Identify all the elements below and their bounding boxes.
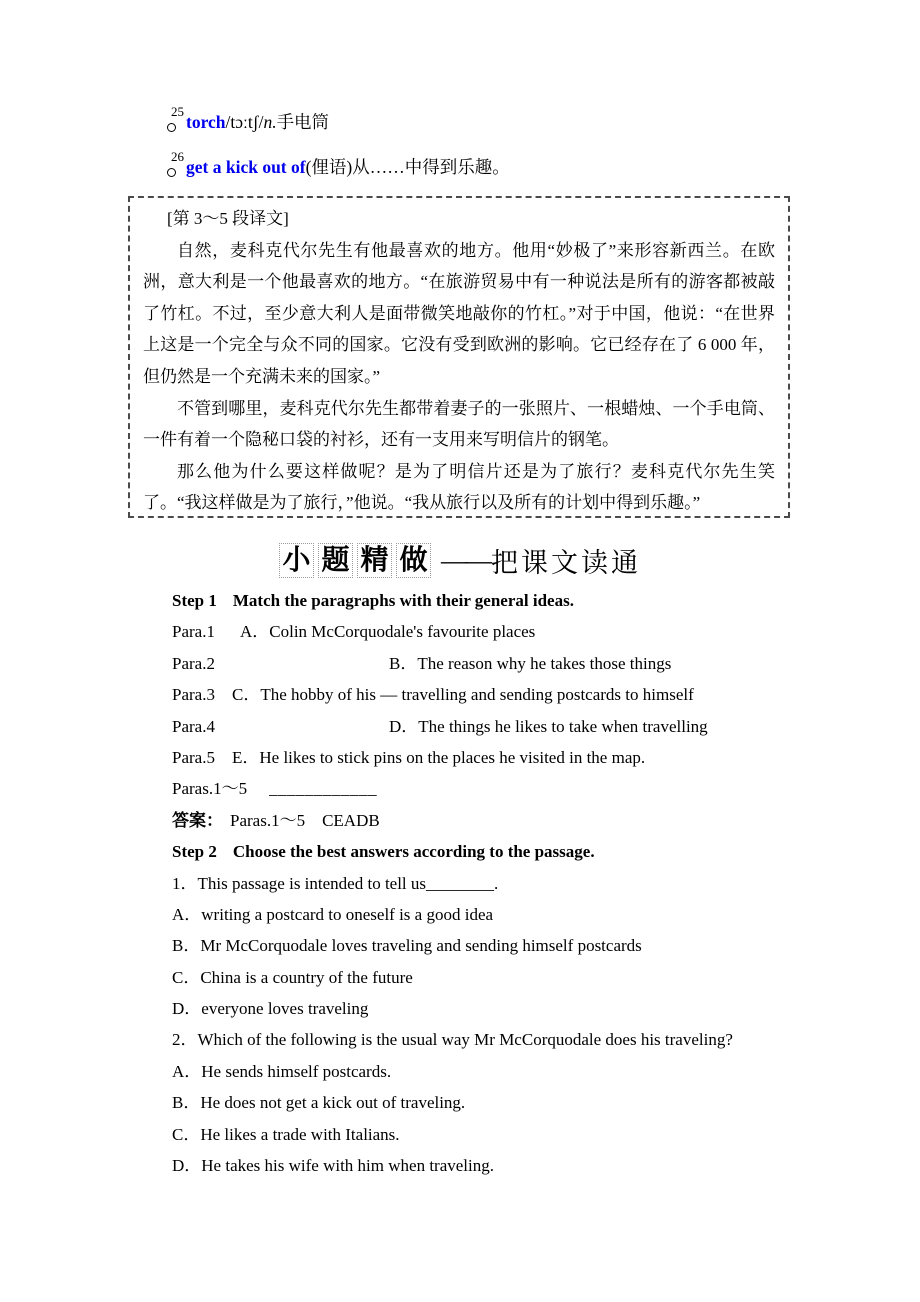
match-option: C．The hobby of his — travelling and sending postcards to himself: [232, 685, 694, 705]
para-label: Para.2: [172, 653, 215, 673]
vocab-text: [186, 154, 510, 179]
question-stem: 2．Which of the following is the usual way Mr McCorquodale does his traveling?: [172, 1030, 733, 1050]
step2-title: Choose the best answers according to the passage.: [232, 842, 595, 862]
fill-label: Paras.1～5: [172, 779, 248, 799]
boxed-char: 做: [396, 543, 431, 578]
para-label: Para.1: [172, 622, 215, 642]
fill-in-row: [172, 773, 800, 804]
vocab-meaning: 手电筒: [276, 112, 330, 132]
question-option: D．He takes his wife with him when traveling.: [172, 1156, 494, 1176]
step1-title: Match the paragraphs with their general ideas.: [232, 591, 574, 610]
exercise-section: [172, 585, 800, 1181]
step2-heading: [172, 836, 800, 867]
para-label: Para.4: [172, 716, 215, 736]
step1-heading: [172, 585, 800, 616]
vocab-number: 25: [171, 104, 184, 119]
match-option: D．The things he likes to take when travelling: [389, 716, 708, 736]
para-label: Para.3: [172, 685, 215, 705]
step2-label: Step 2: [172, 842, 217, 862]
question-option: A．He sends himself postcards.: [172, 1061, 392, 1081]
question-option: B．Mr McCorquodale loves traveling and sending himself postcards: [172, 936, 642, 956]
question-option: C．China is a country of the future: [172, 967, 413, 987]
boxed-char: 小: [279, 543, 314, 578]
vocab-meaning: (俚语)从……中得到乐趣。: [305, 157, 510, 177]
vocab-item-get-a-kick-out-of: [167, 149, 510, 179]
section-subtitle: 把课文读通: [491, 548, 641, 578]
translation-paragraph: 那么他为什么要这样做呢？是为了明信片还是为了旅行？麦科克代尔先生笑了。“我这样做是为了旅行，”他说。“我从旅行以及所有的计划中得到乐趣。”: [143, 461, 775, 513]
answer-blank: ____________: [269, 779, 378, 799]
match-option: B．The reason why he takes those things: [389, 653, 672, 673]
vocab-text: [186, 109, 329, 134]
match-row: [172, 711, 800, 742]
boxed-char: 题: [318, 543, 353, 578]
vocab-list: [167, 104, 510, 194]
boxed-char: 精: [357, 543, 392, 578]
step1-label: Step 1: [172, 591, 217, 610]
question-stem: 1．This passage is intended to tell us________.: [172, 873, 499, 893]
vocab-pos: n.: [263, 112, 277, 132]
answer-label: 答案：: [172, 810, 223, 830]
vocab-term: torch: [186, 112, 226, 132]
translation-box: [128, 196, 790, 518]
match-row: [172, 648, 800, 679]
para-label: Para.5: [172, 747, 215, 767]
match-option: E．He likes to stick pins on the places he visited in the map.: [232, 747, 646, 767]
numbered-circle-icon: [167, 150, 186, 179]
answer-row: [172, 805, 800, 836]
match-row: [172, 679, 800, 710]
vocab-phonetic: /tɔːtʃ/: [225, 112, 264, 132]
match-row: [172, 616, 800, 647]
answer-value: Paras.1～5 CEADB: [230, 810, 380, 830]
header-dash: ——: [441, 545, 489, 575]
numbered-circle-icon: [167, 105, 186, 134]
vocab-number: 26: [171, 149, 184, 164]
vocab-item-torch: [167, 104, 510, 134]
question-option: C．He likes a trade with Italians.: [172, 1124, 400, 1144]
circle-glyph: [167, 123, 176, 132]
translation-paragraph: 自然，麦科克代尔先生有他最喜欢的地方。他用“妙极了”来形容新西兰。在欧洲，意大利是一个他最喜欢的地方。“在旅游贸易中有一种说法是所有的游客都被敲了竹杠。不过，至少意大利人是面带微笑地敲你的竹杠。”对于中国，他说：“在世界上这是一个完全与众不同的国家。它没有受到欧洲的影响。它已经存在了 6 000 年，但仍然是一个充满未来的国家。”: [143, 240, 775, 386]
question-option: B．He does not get a kick out of traveling.: [172, 1093, 466, 1113]
match-option: A．Colin McCorquodale's favourite places: [240, 622, 536, 642]
section-header: [128, 541, 790, 580]
translation-paragraph: 不管到哪里，麦科克代尔先生都带着妻子的一张照片、一根蜡烛、一个手电筒、一件有着一个隐秘口袋的衬衫，还有一支用来写明信片的钢笔。: [143, 398, 775, 450]
question-option: D．everyone loves traveling: [172, 999, 369, 1019]
vocab-term: get a kick out of: [186, 157, 306, 177]
circle-glyph: [167, 168, 176, 177]
match-row: [172, 742, 800, 773]
translation-title: [第 3～5 段译文]: [167, 209, 289, 228]
question-option: A．writing a postcard to oneself is a good idea: [172, 904, 494, 924]
